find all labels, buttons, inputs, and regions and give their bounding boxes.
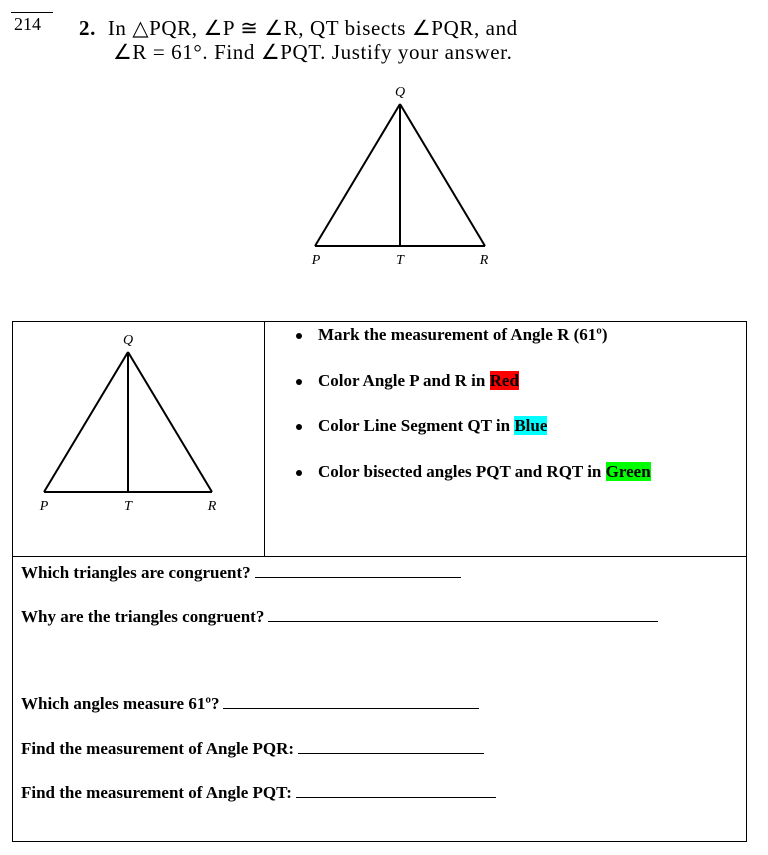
instruction-item [292, 325, 651, 371]
question-congruent-triangles [21, 561, 461, 583]
instruction-text: Color bisected angles PQT and RQT in [318, 461, 606, 481]
question-text: Find the measurement of Angle PQT: [21, 783, 292, 802]
answer-blank[interactable] [268, 605, 658, 622]
problem-line-2: ∠R = 61°. Find ∠PQT. Justify your answer. [113, 40, 513, 64]
question-why-congruent [21, 605, 658, 627]
cell-divider-vertical [264, 322, 265, 556]
answer-blank[interactable] [223, 692, 479, 709]
instruction-item [292, 416, 651, 462]
answer-blank[interactable] [298, 737, 484, 754]
problem-statement [79, 16, 749, 64]
page-number-rule [11, 12, 53, 13]
side-pq [315, 104, 400, 246]
label-r: R [479, 253, 489, 266]
side-qr [128, 352, 212, 492]
highlight-red: Red [489, 370, 519, 390]
question-angles-61 [21, 692, 479, 714]
highlight-green: Green [605, 461, 651, 481]
cell-divider-horizontal [13, 556, 746, 557]
instruction-item [292, 462, 651, 508]
answer-blank[interactable] [255, 561, 461, 578]
highlight-blue: Blue [514, 416, 548, 435]
label-t: T [124, 499, 132, 514]
triangle-figure-top [300, 84, 500, 266]
label-t: T [396, 253, 404, 266]
instruction-list [292, 325, 651, 507]
question-text: Find the measurement of Angle PQR: [21, 739, 295, 758]
label-q: Q [394, 85, 406, 100]
problem-line-1: In △PQR, ∠P ≅ ∠R, QT bisects ∠PQR, and [107, 16, 518, 40]
label-p: P [39, 499, 49, 514]
question-angle-pqt [21, 781, 496, 803]
label-q: Q [122, 333, 134, 348]
side-pq [44, 352, 128, 492]
instruction-text: Mark the measurement of Angle R (61º) [318, 325, 608, 344]
label-r: R [207, 499, 217, 514]
label-p: P [311, 253, 321, 266]
triangle-figure-cell [30, 332, 230, 514]
side-qr [400, 104, 485, 246]
problem-number: 2. [79, 16, 96, 40]
question-angle-pqr [21, 737, 484, 759]
question-text: Which angles measure 61º? [21, 694, 220, 713]
question-text: Why are the triangles congruent? [21, 607, 265, 626]
instruction-text: Color Line Segment QT in [318, 416, 515, 435]
answer-blank[interactable] [296, 781, 496, 798]
instruction-item [292, 371, 651, 417]
instruction-text: Color Angle P and R in [318, 370, 490, 390]
page-number: 214 [14, 14, 41, 34]
question-text: Which triangles are congruent? [21, 563, 251, 582]
